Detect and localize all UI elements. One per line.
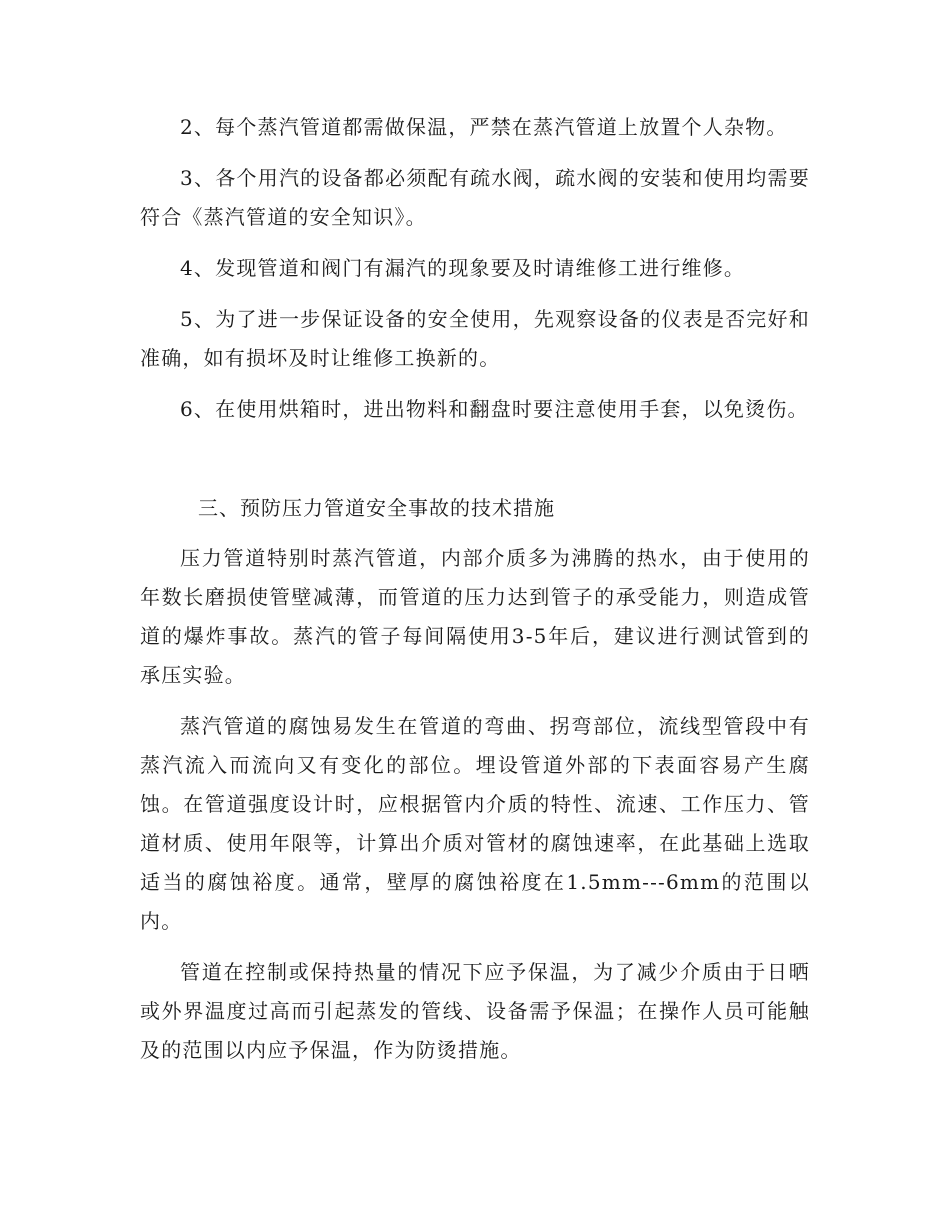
list-item: 2、每个蒸汽管道都需做保温，严禁在蒸汽管道上放置个人杂物。 <box>180 115 788 139</box>
document-body <box>140 108 810 1082</box>
section-heading: 三、预防压力管道安全事故的技术措施 <box>198 496 555 520</box>
list-item: 5、为了进一步保证设备的安全使用，先观察设备的仪表是否完好和准确，如有损坏及时让维修工换新的。 <box>140 307 810 370</box>
body-paragraph: 管道在控制或保持热量的情况下应予保温，为了减少介质由于日晒或外界温度过高而引起蒸发的管线、设备需予保温；在操作人员可能触及的范围以内应予保温，作为防烫措施。 <box>140 960 810 1062</box>
list-item: 3、各个用汽的设备都必须配有疏水阀，疏水阀的安装和使用均需要符合《蒸汽管道的安全知识》。 <box>140 166 810 229</box>
list-item: 6、在使用烘箱时，进出物料和翻盘时要注意使用手套，以免烫伤。 <box>180 397 809 421</box>
list-item: 4、发现管道和阀门有漏汽的现象要及时请维修工进行维修。 <box>180 256 746 280</box>
body-paragraph: 压力管道特别时蒸汽管道，内部介质多为沸腾的热水，由于使用的年数长磨损使管壁减薄，而管道的压力达到管子的承受能力，则造成管道的爆炸事故。蒸汽的管子每间隔使用3-5年后，建议进行测试管到的承压实验。 <box>140 546 810 687</box>
body-paragraph: 蒸汽管道的腐蚀易发生在管道的弯曲、拐弯部位，流线型管段中有蒸汽流入而流向又有变化的部位。埋设管道外部的下表面容易产生腐蚀。在管道强度设计时，应根据管内介质的特性、流速、工作压力、管道材质、使用年限等，计算出介质对管材的腐蚀速率，在此基础上选取适当的腐蚀裕度。通常，壁厚的腐蚀裕度在1.5mm---6mm的范围以内。 <box>140 714 810 933</box>
